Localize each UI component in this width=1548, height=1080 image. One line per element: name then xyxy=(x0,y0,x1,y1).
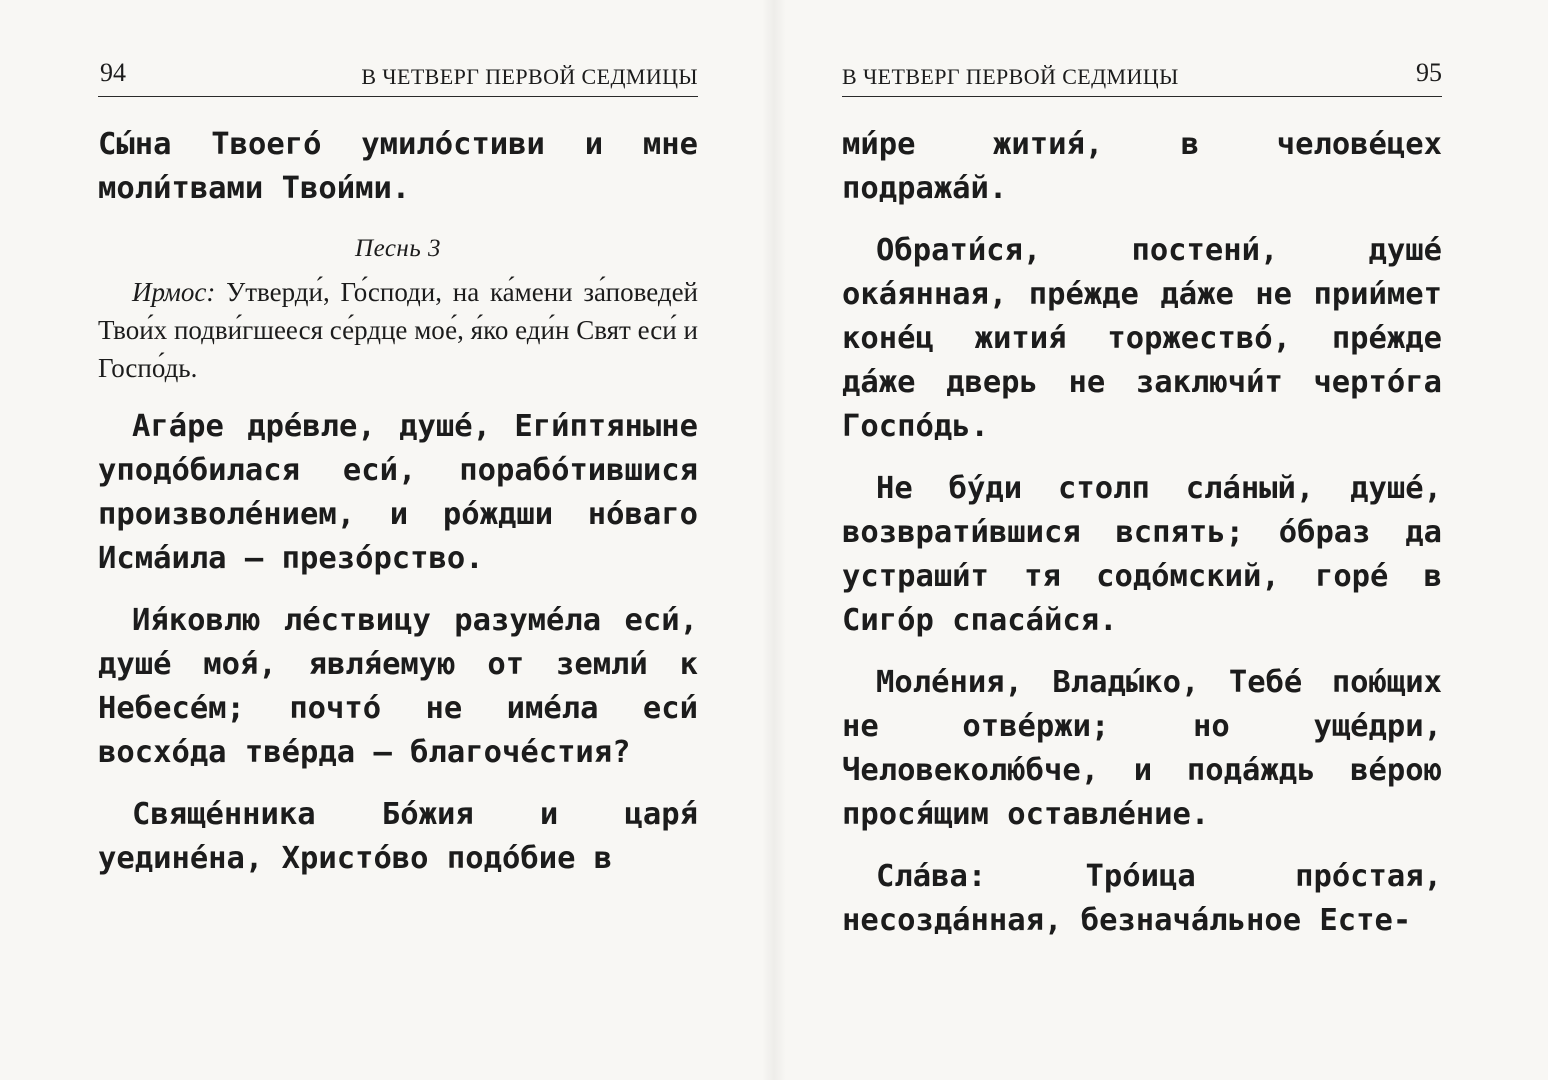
right-body-text xyxy=(842,123,1442,943)
left-running-title: В ЧЕТВЕРГ ПЕРВОЙ СЕДМИЦЫ xyxy=(361,64,698,89)
troparion-paragraph: Моле́ния, Влады́ко, Тебе́ пою́щих не отве́ржи; но уще́дри, Человеколю́бче, и пода́ждь ве́рою прося́щим оставле́ние. xyxy=(842,665,1442,832)
irmos-label: Ирмос: xyxy=(132,277,216,307)
right-page-number: 95 xyxy=(1416,58,1442,87)
right-page xyxy=(842,52,1442,961)
right-continuation-paragraph: ми́ре жития́, в челове́цех подража́й. xyxy=(842,127,1442,206)
left-page-number: 94 xyxy=(100,58,126,87)
troparion-paragraph: Не бу́ди столп сла́ный, душе́, возврати́вшися вспять; о́браз да устраши́т тя содо́мский, горе́ в Сиго́р спаса́йся. xyxy=(842,471,1442,638)
troparion-paragraph: Ага́ре дре́вле, душе́, Еги́птяныне уподо́билася еси́, порабóтившися произволе́нием, и ро́ждши но́ваго Исма́ила – презо́рство. xyxy=(98,409,698,576)
left-page xyxy=(98,52,698,899)
right-running-title: В ЧЕТВЕРГ ПЕРВОЙ СЕДМИЦЫ xyxy=(842,64,1179,89)
left-running-head xyxy=(98,52,698,97)
left-body-text xyxy=(98,123,698,881)
troparion-paragraph: Свяще́нника Бо́жия и царя́ уедине́на, Христо́во подо́бие в xyxy=(98,797,698,876)
right-running-head xyxy=(842,52,1442,97)
irmos-text: Утверди́, Го́споди, на ка́мени за́поведей Твои́х подви́гшееся се́рдце мое́, я́ко еди́н Свят еси́ и Госпо́дь. xyxy=(98,277,698,383)
book-gutter xyxy=(762,0,786,1080)
left-continuation-paragraph: Сы́на Твоего́ умило́стиви и мне моли́твами Твои́ми. xyxy=(98,127,698,206)
ode-heading: Песнь 3 xyxy=(355,235,441,262)
troparion-paragraph: Обрати́ся, постени́, душе́ ока́янная, пре́жде да́же не прии́мет коне́ц жития́ торжество́, пре́жде да́же дверь не заключи́т черто́га Госпо́дь. xyxy=(842,233,1442,444)
glory-paragraph: Сла́ва: Тро́ица про́стая, несозда́нная, безнача́льное Есте- xyxy=(842,859,1442,938)
irmos-paragraph xyxy=(98,273,698,387)
troparion-paragraph: Ия́ковлю ле́ствицу разуме́ла еси́, душе́ моя́, явля́емую от земли́ к Небесе́м; почто́ не име́ла еси́ восхо́да тве́рда – благоче́стия? xyxy=(98,603,698,770)
